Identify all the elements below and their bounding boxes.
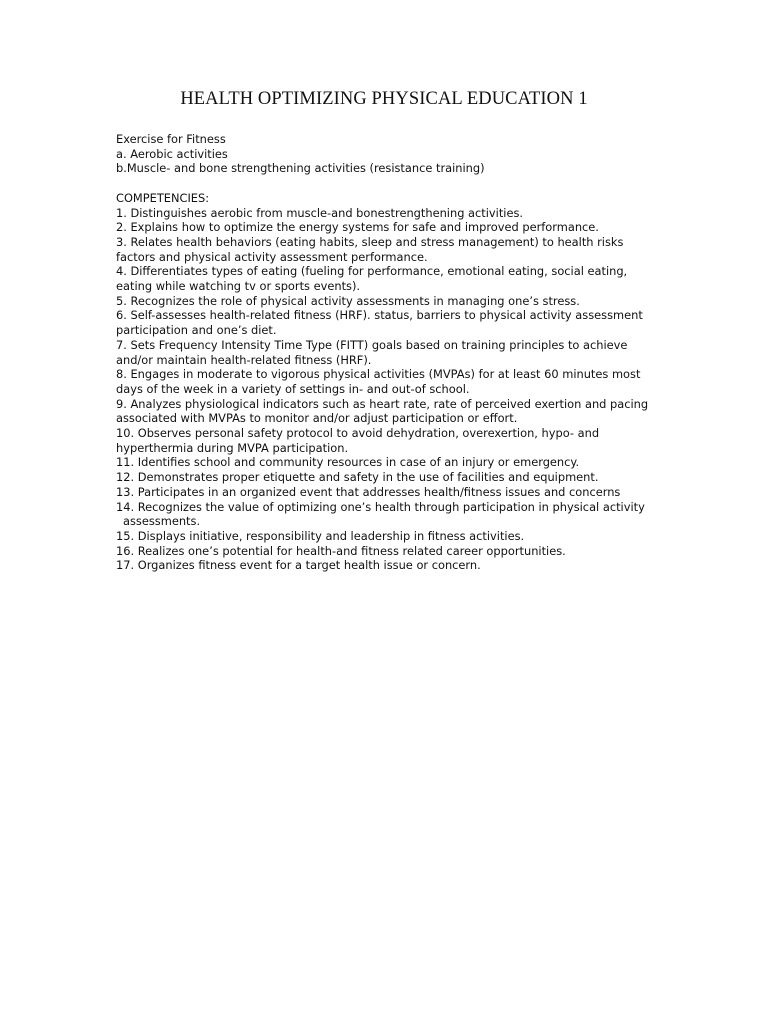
document-title: HEALTH OPTIMIZING PHYSICAL EDUCATION 1	[180, 89, 588, 109]
competency-line: 16. Realizes one’s potential for health-and fitness related career opportunities.	[116, 543, 566, 558]
competencies-heading: COMPETENCIES:	[116, 190, 210, 205]
competency-line: 6. Self-assesses health-related fitness (HRF). status, barriers to physical activity assessment	[116, 308, 643, 323]
competency-line: 10. Observes personal safety protocol to avoid dehydration, overexertion, hypo- and	[116, 426, 600, 441]
competency-line: days of the week in a variety of settings in- and out-of school.	[116, 381, 470, 396]
competency-line: 13. Participates in an organized event that addresses health/fitness issues and concerns	[116, 484, 621, 499]
competency-line: 11. Identifies school and community resources in case of an injury or emergency.	[116, 455, 580, 470]
activity-item: b.Muscle- and bone strengthening activities (resistance training)	[116, 161, 485, 176]
document-body	[116, 132, 656, 573]
competency-line: 17. Organizes fitness event for a target health issue or concern.	[116, 558, 481, 573]
competency-line: 5. Recognizes the role of physical activity assessments in managing one’s stress.	[116, 293, 580, 308]
competency-line: factors and physical activity assessment performance.	[116, 249, 428, 264]
competency-line: 14. Recognizes the value of optimizing one’s health through participation in physical activity	[116, 499, 645, 514]
competency-line: 12. Demonstrates proper etiquette and safety in the use of facilities and equipment.	[116, 470, 599, 485]
competency-line: participation and one’s diet.	[116, 323, 277, 338]
competency-line: associated with MVPAs to monitor and/or adjust participation or effort.	[116, 411, 518, 426]
section-heading: Exercise for Fitness	[116, 132, 226, 146]
competency-line: 2. Explains how to optimize the energy systems for safe and improved performance.	[116, 220, 599, 235]
competency-line: hyperthermia during MVPA participation.	[116, 440, 349, 455]
competency-line: 7. Sets Frequency Intensity Time Type (FITT) goals based on training principles to achieve	[116, 337, 628, 352]
competency-line: 15. Displays initiative, responsibility and leadership in fitness activities.	[116, 528, 525, 543]
competency-line: assessments.	[123, 514, 201, 529]
activity-item: a. Aerobic activities	[116, 146, 228, 161]
competency-line: 4. Differentiates types of eating (fueling for performance, emotional eating, social eating,	[116, 264, 628, 279]
competency-line: 9. Analyzes physiological indicators such as heart rate, rate of perceived exertion and pacing	[116, 396, 649, 411]
competency-line: 1. Distinguishes aerobic from muscle-and bonestrengthening activities.	[116, 205, 524, 220]
competency-line: and/or maintain health-related fitness (HRF).	[116, 352, 372, 367]
competency-line: eating while watching tv or sports events).	[116, 279, 361, 294]
competency-line: 3. Relates health behaviors (eating habits, sleep and stress management) to health risks	[116, 234, 624, 249]
competency-line: 8. Engages in moderate to vigorous physical activities (MVPAs) for at least 60 minutes most	[116, 367, 641, 382]
paragraph-gap	[116, 176, 656, 191]
